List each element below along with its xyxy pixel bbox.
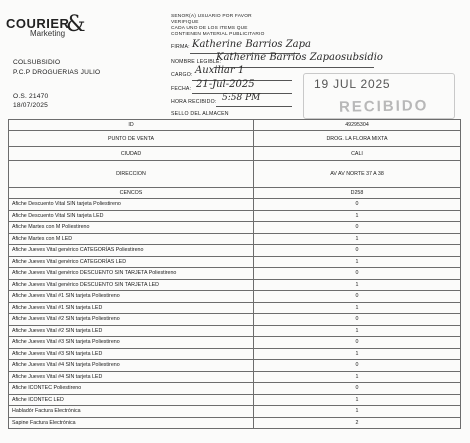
item-label: Afiche Jueves Vital #1 SIN tarjeta Poliestireno	[9, 291, 254, 303]
table-row	[9, 394, 461, 406]
logo-sub-text: Marketing	[30, 29, 66, 38]
header-value: 49295304	[254, 120, 461, 131]
item-label: Afiche Jueves Vital #2 SIN tarjeta LED	[9, 325, 254, 337]
stamp-date: 19 JUL 2025	[314, 77, 391, 91]
table-row	[9, 245, 461, 257]
position-label: CARGO:	[171, 72, 193, 78]
item-quantity: 1	[254, 233, 461, 245]
header-row	[9, 147, 461, 161]
table-row	[9, 222, 461, 234]
signature-label: FIRMA:	[171, 44, 190, 50]
header-value: D258	[254, 188, 461, 199]
table-row	[9, 210, 461, 222]
signature-value: Katherine Barrios Zapa	[192, 39, 311, 50]
table-row	[9, 268, 461, 280]
table-row	[9, 291, 461, 303]
item-label: Afiche Descuento Vital SIN tarjeta LED	[9, 210, 254, 222]
client-name: COLSUBSIDIO	[13, 59, 61, 66]
header-row	[9, 188, 461, 199]
header-label: ID	[9, 120, 254, 131]
item-label: Habladór Factura Electrónica	[9, 406, 254, 418]
header-label: DIRECCION	[9, 161, 254, 188]
delivery-table	[8, 119, 461, 429]
item-quantity: 0	[254, 383, 461, 395]
table-row	[9, 199, 461, 211]
table-row	[9, 279, 461, 291]
header-label: CIUDAD	[9, 147, 254, 161]
note-line-4: CONTIENEN MATERIAL PUBLICITARIO	[171, 32, 265, 37]
item-label: Afiche Jueves Vital #1 SIN tarjeta LED	[9, 302, 254, 314]
note-line-2: VERIFIQUE	[171, 20, 199, 25]
item-quantity: 0	[254, 314, 461, 326]
stamp-received-text: RECIBIDO	[338, 97, 429, 116]
table-row	[9, 383, 461, 395]
order-date: 18/07/2025	[13, 102, 49, 109]
logo-main-text: COURIER	[6, 16, 70, 31]
item-quantity: 1	[254, 256, 461, 268]
item-quantity: 0	[254, 268, 461, 280]
header-value: DROG. LA FLORA MIXTA	[254, 131, 461, 147]
item-label: Afiche Descuento Vital SIN tarjeta Poliestireno	[9, 199, 254, 211]
item-label: Afiche ICONTEC LED	[9, 394, 254, 406]
item-quantity: 0	[254, 199, 461, 211]
item-label: Afiche Jueves Vital #4 SIN tarjeta Poliestireno	[9, 360, 254, 372]
item-quantity: 1	[254, 406, 461, 418]
item-quantity: 1	[254, 279, 461, 291]
note-line-3: CADA UNO DE LOS ITEMS QUE	[171, 26, 248, 31]
header-value: AV AV NORTE 37 A 38	[254, 161, 461, 188]
item-quantity: 0	[254, 360, 461, 372]
item-quantity: 1	[254, 210, 461, 222]
order-number: O.S. 21470	[13, 93, 49, 100]
received-time-label: HORA RECIBIDO:	[171, 99, 217, 105]
header-row	[9, 161, 461, 188]
item-label: Afiche Jueves Vital genérico CATEGORÍAS Poliestireno	[9, 245, 254, 257]
item-quantity: 0	[254, 291, 461, 303]
courier-marketing-logo	[2, 12, 112, 44]
item-quantity: 1	[254, 302, 461, 314]
item-label: Afiche Martes con M Poliestireno	[9, 222, 254, 234]
date-label: FECHA:	[171, 86, 192, 92]
table-row	[9, 314, 461, 326]
item-label: Afiche Martes con M LED	[9, 233, 254, 245]
item-label: Afiche Jueves Vital genérico DESCUENTO SIN TARJETA LED	[9, 279, 254, 291]
item-quantity: 1	[254, 371, 461, 383]
legible-name-value: Katherine Barrios Zapaosubsidio	[216, 52, 383, 63]
table-row	[9, 302, 461, 314]
item-quantity: 1	[254, 325, 461, 337]
table-row	[9, 325, 461, 337]
item-quantity: 1	[254, 394, 461, 406]
item-quantity: 1	[254, 348, 461, 360]
item-label: Afiche Jueves Vital #3 SIN tarjeta Poliestireno	[9, 337, 254, 349]
item-label: Afiche Jueves Vital #4 SIN tarjeta LED	[9, 371, 254, 383]
item-quantity: 2	[254, 417, 461, 429]
received-time-value: 5:58 PM	[222, 93, 261, 103]
table-row	[9, 337, 461, 349]
note-line-1: SENOR(A) USUARIO POR FAVOR	[171, 14, 252, 19]
date-value: 21-Jul-2025	[196, 79, 255, 90]
logo-ampersand: &	[66, 12, 86, 37]
header-value: CALI	[254, 147, 461, 161]
table-row	[9, 348, 461, 360]
branch-name: P.C.P DROGUERIAS JULIO	[13, 69, 101, 76]
item-quantity: 0	[254, 222, 461, 234]
item-label: Afiche Jueves Vital #2 SIN tarjeta Poliestireno	[9, 314, 254, 326]
position-value: Auxiliar 1	[195, 65, 245, 76]
item-label: Afiche Jueves Vital genérico CATEGORÍAS LED	[9, 256, 254, 268]
item-label: Afiche Jueves Vital #3 SIN tarjeta LED	[9, 348, 254, 360]
table-row	[9, 233, 461, 245]
table-row	[9, 360, 461, 372]
table-row	[9, 256, 461, 268]
item-quantity: 0	[254, 245, 461, 257]
table-row	[9, 417, 461, 429]
item-label: Afiche ICONTEC Poliestireno	[9, 383, 254, 395]
header-label: PUNTO DE VENTA	[9, 131, 254, 147]
item-quantity: 0	[254, 337, 461, 349]
header-row	[9, 131, 461, 147]
table-row	[9, 371, 461, 383]
store-seal-label: SELLO DEL ALMACEN	[171, 111, 229, 117]
header-label: CENCOS	[9, 188, 254, 199]
header-row	[9, 120, 461, 131]
table-row	[9, 406, 461, 418]
item-label: Afiche Jueves Vital genérico DESCUENTO SIN TARJETA Poliestireno	[9, 268, 254, 280]
legible-name-label: NOMBRE LEGIBLE:	[171, 59, 222, 65]
item-label: Sapine Factura Electrónica	[9, 417, 254, 429]
